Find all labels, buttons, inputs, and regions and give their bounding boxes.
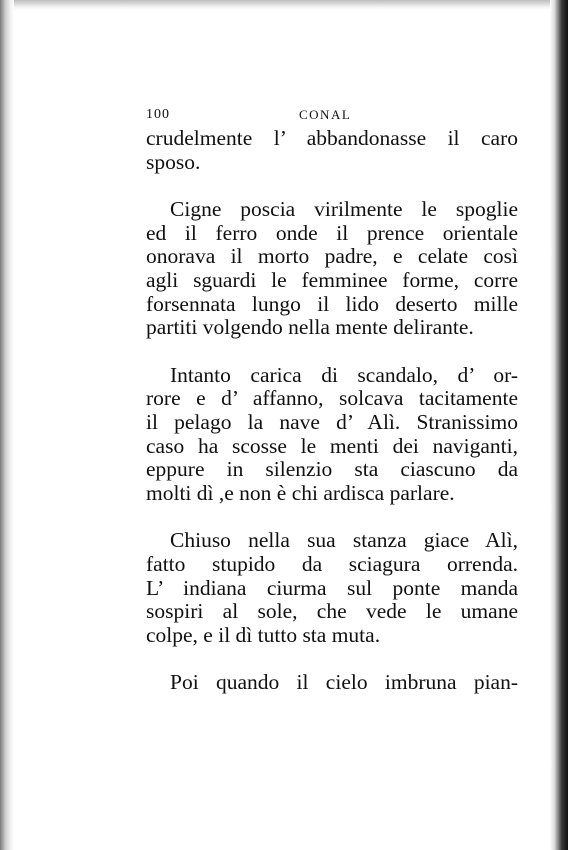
text-line: fatto stupido da sciagura orrenda. (146, 551, 518, 576)
page-left-edge (0, 0, 14, 850)
text-line: sposo. (146, 149, 201, 174)
text-line: eppure in silenzio sta ciascuno da (146, 457, 518, 482)
text-line: rore e d’ affanno, solcava tacitamente (146, 386, 518, 411)
text-line: ed il ferro onde il prence orientale (146, 220, 518, 245)
page-body (146, 101, 518, 695)
paragraph (146, 671, 518, 695)
text-line: crudelmente l’ abbandonasse il caro (146, 126, 518, 150)
text-line: partiti volgendo nella mente delirante. (146, 315, 474, 340)
text-line: onorava il morto padre, e celate così (146, 244, 518, 269)
text-line: caso ha scosse le menti dei naviganti, (146, 433, 518, 458)
text-line: Poi quando il cielo imbruna pian- (170, 670, 518, 695)
text-line: Chiuso nella sua stanza giace Alì, (170, 528, 518, 553)
text-line: L’ indiana ciurma sul ponte manda (146, 575, 518, 600)
text-line: Intanto carica di scandalo, d’ or- (170, 362, 518, 387)
text-line: agli sguardi le femminee forme, corre (146, 267, 518, 292)
running-head (146, 101, 518, 127)
text-line: Cigne poscia virilmente le spoglie (170, 197, 518, 222)
running-title: CONAL (299, 107, 352, 122)
book-spine-shadow (550, 0, 568, 850)
paragraph (146, 529, 518, 647)
page-top-edge (0, 0, 568, 10)
text-line: molti dì ,e non è chi ardisca parlare. (146, 480, 455, 505)
paragraph (146, 198, 518, 340)
paragraph (146, 127, 518, 174)
text-line: colpe, e il dì tutto sta muta. (146, 622, 381, 647)
text-line: forsennata lungo il lido deserto mille (146, 291, 518, 316)
page-number: 100 (146, 107, 170, 122)
text-line: sospiri al sole, che vede le umane (146, 599, 518, 624)
paragraph (146, 364, 518, 506)
text-line: il pelago la nave d’ Alì. Stranissimo (146, 409, 518, 434)
